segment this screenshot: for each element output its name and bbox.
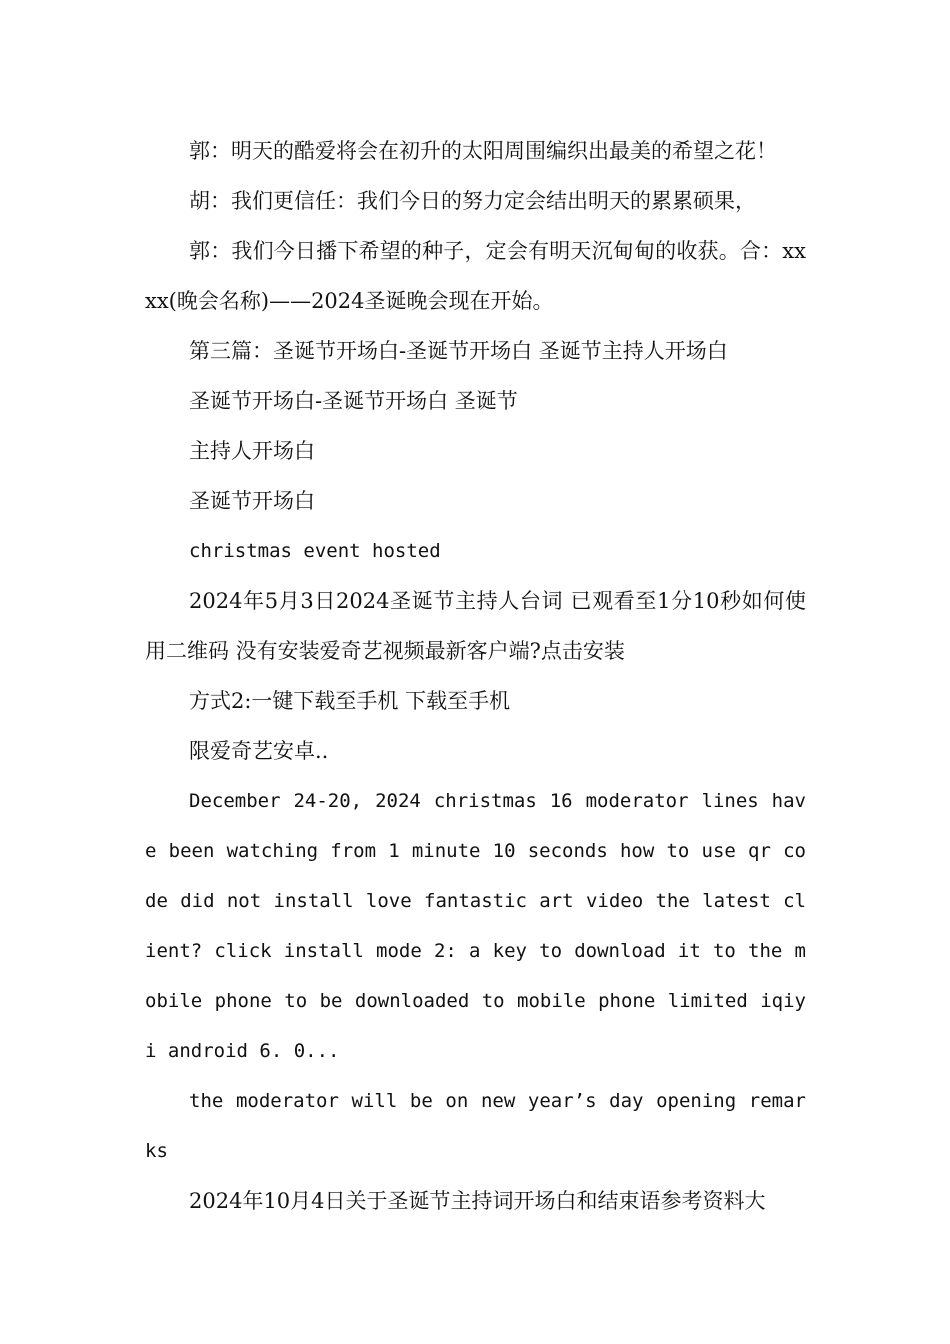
paragraph-video-info: 2024年5月3日2024圣诞节主持人台词 已观看至1分10秒如何使用二维码 没有安装爱奇艺视频最新客户端?点击安装 — [145, 589, 806, 663]
paragraph-title-line: 圣诞节开场白-圣诞节开场白 圣诞节 — [189, 389, 518, 413]
paragraph-hu-1: 胡：我们更信任：我们今日的努力定会结出明天的累累硕果， — [189, 189, 756, 213]
paragraph-english-translation: December 24-20, 2024 christmas 16 moderator lines have been watching from 1 minute 10 seconds how to use qr code did not install love fantastic art video the latest client? click install mode 2: a key to download it to the mobile phone to be downloaded to mobile phone limited iqiyi android 6. 0... — [145, 790, 806, 1062]
paragraph-reference-date: 2024年10月4日关于圣诞节主持词开场白和结束语参考资料大 — [189, 1189, 766, 1213]
paragraph-download-mode: 方式2:一键下载至手机 下载至手机 — [189, 689, 511, 713]
paragraph-android-limit: 限爱奇艺安卓.. — [189, 739, 329, 763]
paragraph-guo-1: 郭：明天的酷爱将会在初升的太阳周围编织出最美的希望之花！ — [189, 139, 777, 163]
paragraph-guo-2: 郭：我们今日播下希望的种子，定会有明天沉甸甸的收获。合：xxxx(晚会名称)——2024圣诞晚会现在开始。 — [145, 239, 806, 313]
paragraph-christmas-opening: 圣诞节开场白 — [189, 489, 315, 513]
paragraph-english-title: christmas event hosted — [189, 540, 441, 562]
document-body — [145, 126, 806, 1226]
section-heading-3: 第三篇：圣诞节开场白-圣诞节开场白 圣诞节主持人开场白 — [189, 339, 728, 363]
paragraph-english-remarks: the moderator will be on new year’s day opening remarks — [145, 1090, 806, 1162]
paragraph-host-opening: 主持人开场白 — [189, 439, 315, 463]
